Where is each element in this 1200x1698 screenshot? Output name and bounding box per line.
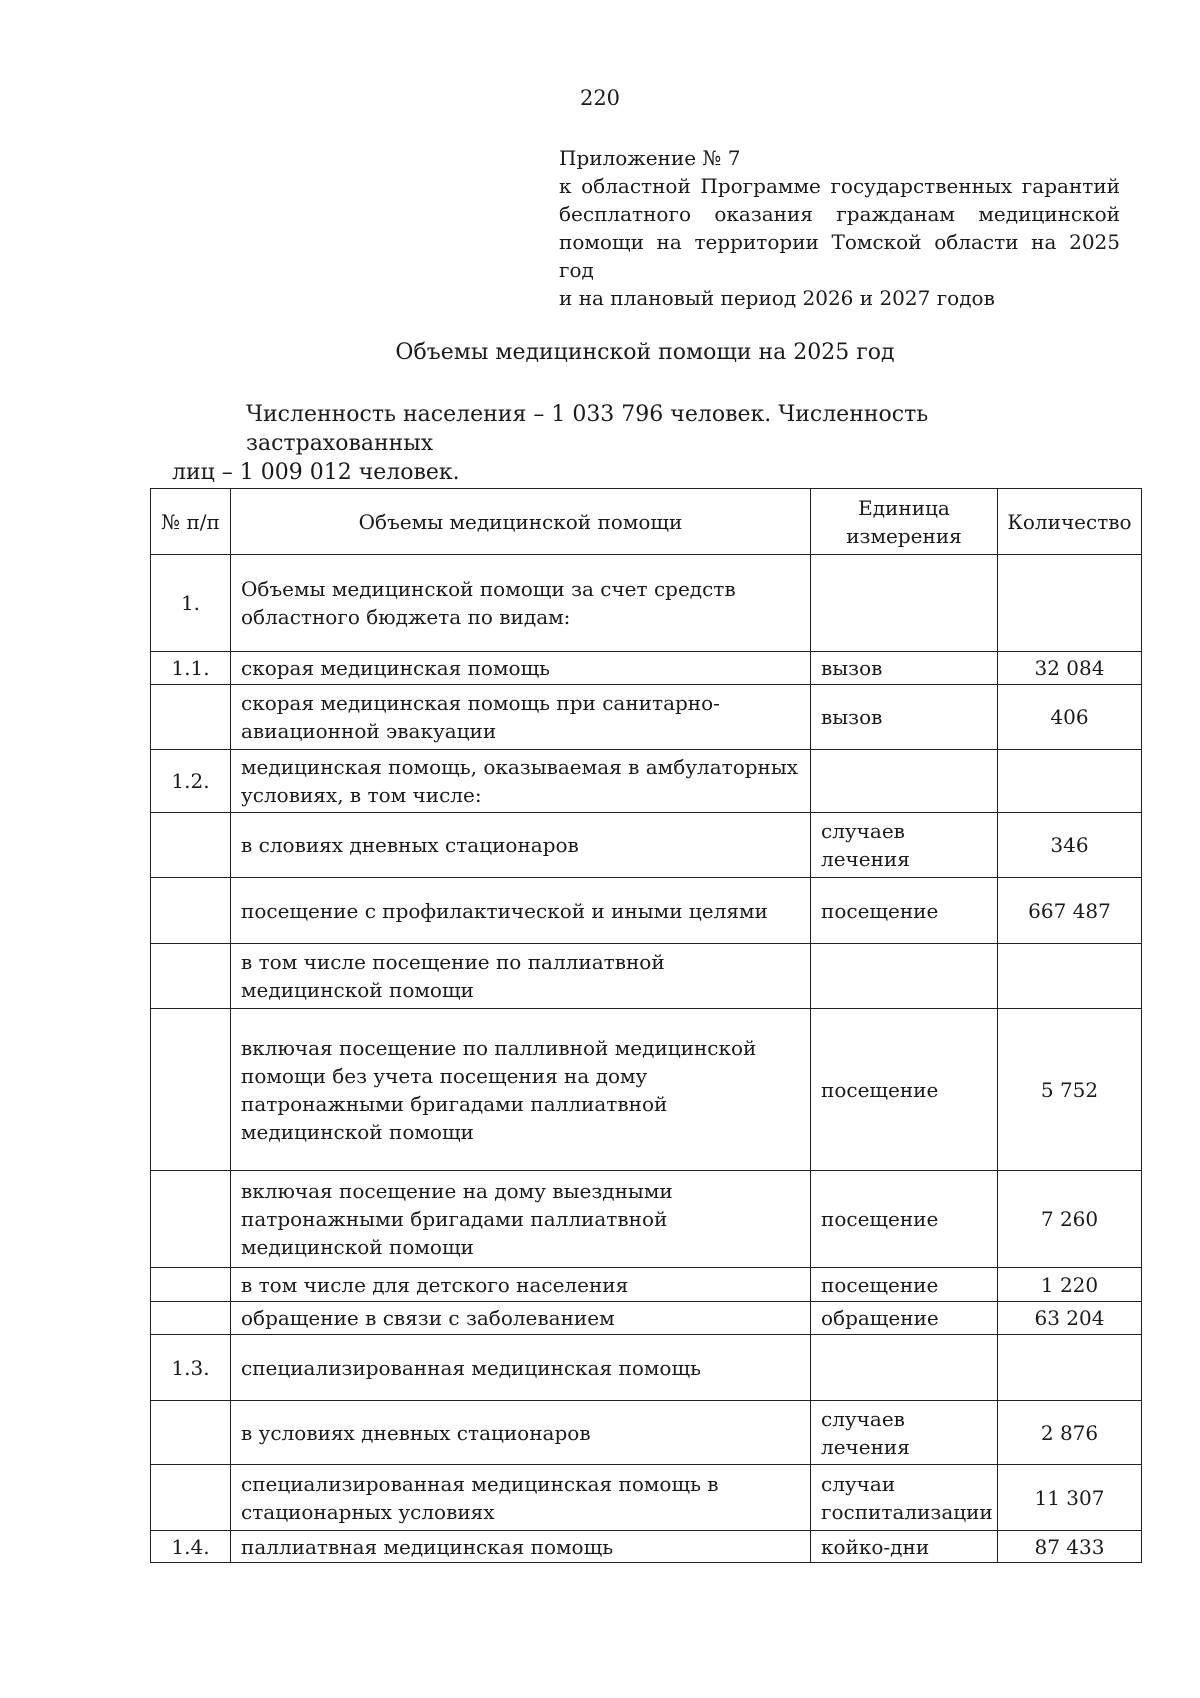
row-no bbox=[151, 1009, 231, 1171]
row-qty: 87 433 bbox=[998, 1531, 1142, 1563]
appendix-line-4: помощи на территории Томской области на 2025 год bbox=[559, 230, 1120, 282]
row-name: скорая медицинская помощь bbox=[231, 652, 811, 685]
row-unit: обращение bbox=[811, 1302, 998, 1335]
row-unit bbox=[811, 750, 998, 813]
row-no bbox=[151, 944, 231, 1009]
header-quantity: Количество bbox=[998, 489, 1142, 555]
row-unit: вызов bbox=[811, 652, 998, 685]
row-name: в том числе для детского населения bbox=[231, 1268, 811, 1302]
row-name: медицинская помощь, оказываемая в амбулаторных условиях, в том числе: bbox=[231, 750, 811, 813]
row-qty: 7 260 bbox=[998, 1171, 1142, 1268]
appendix-line-5: и на плановый период 2026 и 2027 годов bbox=[559, 286, 995, 310]
row-unit: посещение bbox=[811, 1268, 998, 1302]
row-qty: 1 220 bbox=[998, 1268, 1142, 1302]
table-row bbox=[151, 1268, 1142, 1302]
row-name: специализированная медицинская помощь bbox=[231, 1335, 811, 1401]
row-qty bbox=[998, 1335, 1142, 1401]
row-qty: 11 307 bbox=[998, 1465, 1142, 1531]
row-unit bbox=[811, 944, 998, 1009]
table-row bbox=[151, 685, 1142, 750]
row-unit: посещение bbox=[811, 1009, 998, 1171]
row-unit: койко-дни bbox=[811, 1531, 998, 1563]
row-unit: случаев лечения bbox=[811, 1401, 998, 1465]
row-no: 1. bbox=[151, 555, 231, 652]
table-row bbox=[151, 1401, 1142, 1465]
table-row bbox=[151, 813, 1142, 878]
row-qty: 667 487 bbox=[998, 878, 1142, 944]
row-qty: 346 bbox=[998, 813, 1142, 878]
row-no bbox=[151, 813, 231, 878]
row-qty bbox=[998, 944, 1142, 1009]
table-row bbox=[151, 1335, 1142, 1401]
table-row bbox=[151, 878, 1142, 944]
row-qty bbox=[998, 555, 1142, 652]
table-row bbox=[151, 1531, 1142, 1563]
table-header-row bbox=[151, 489, 1142, 555]
page-number: 220 bbox=[579, 86, 621, 110]
row-name: включая посещение на дому выездными патронажными бригадами паллиатвной медицинской помощи bbox=[231, 1171, 811, 1268]
row-qty bbox=[998, 750, 1142, 813]
row-unit: посещение bbox=[811, 1171, 998, 1268]
row-no bbox=[151, 685, 231, 750]
table-row bbox=[151, 652, 1142, 685]
header-no: № п/п bbox=[151, 489, 231, 555]
population-line-2: лиц – 1 009 012 человек. bbox=[172, 460, 460, 485]
row-qty: 5 752 bbox=[998, 1009, 1142, 1171]
appendix-line-2: к областной Программе государственных гарантий bbox=[559, 174, 1120, 198]
row-no bbox=[151, 878, 231, 944]
row-name: обращение в связи с заболеванием bbox=[231, 1302, 811, 1335]
table-row bbox=[151, 1171, 1142, 1268]
row-no bbox=[151, 1268, 231, 1302]
header-volumes: Объемы медицинской помощи bbox=[231, 489, 811, 555]
table-row bbox=[151, 1302, 1142, 1335]
header-unit: Единица измерения bbox=[811, 489, 998, 555]
row-unit bbox=[811, 555, 998, 652]
row-no: 1.1. bbox=[151, 652, 231, 685]
row-unit: случаи госпитализации bbox=[811, 1465, 998, 1531]
row-name: в словиях дневных стационаров bbox=[231, 813, 811, 878]
row-no bbox=[151, 1465, 231, 1531]
row-no bbox=[151, 1171, 231, 1268]
document-title: Объемы медицинской помощи на 2025 год bbox=[395, 340, 895, 365]
row-name: посещение с профилактической и иными целями bbox=[231, 878, 811, 944]
appendix-line-3: бесплатного оказания гражданам медицинской bbox=[559, 202, 1120, 226]
appendix-note bbox=[559, 144, 1120, 312]
row-qty: 63 204 bbox=[998, 1302, 1142, 1335]
appendix-line-1: Приложение № 7 bbox=[559, 146, 741, 170]
row-name: специализированная медицинская помощь в стационарных условиях bbox=[231, 1465, 811, 1531]
row-unit: посещение bbox=[811, 878, 998, 944]
row-unit bbox=[811, 1335, 998, 1401]
population-line-1: Численность населения – 1 033 796 человек. Численность застрахованных bbox=[246, 402, 929, 456]
table-row bbox=[151, 1465, 1142, 1531]
row-no bbox=[151, 1401, 231, 1465]
row-qty: 2 876 bbox=[998, 1401, 1142, 1465]
table-row bbox=[151, 750, 1142, 813]
row-no: 1.3. bbox=[151, 1335, 231, 1401]
row-no: 1.2. bbox=[151, 750, 231, 813]
table-row bbox=[151, 1009, 1142, 1171]
row-unit: случаев лечения bbox=[811, 813, 998, 878]
row-qty: 406 bbox=[998, 685, 1142, 750]
row-unit: вызов bbox=[811, 685, 998, 750]
row-name: Объемы медицинской помощи за счет средств областного бюджета по видам: bbox=[231, 555, 811, 652]
row-no bbox=[151, 1302, 231, 1335]
row-name: скорая медицинская помощь при санитарно-авиационной эвакуации bbox=[231, 685, 811, 750]
row-name: паллиатвная медицинская помощь bbox=[231, 1531, 811, 1563]
row-name: в том числе посещение по паллиатвной медицинской помощи bbox=[231, 944, 811, 1009]
population-paragraph bbox=[172, 400, 1092, 487]
row-qty: 32 084 bbox=[998, 652, 1142, 685]
volumes-table bbox=[150, 488, 1142, 1563]
row-no: 1.4. bbox=[151, 1531, 231, 1563]
row-name: включая посещение по палливной медицинской помощи без учета посещения на дому патронажными бригадами паллиатвной медицинской помощи bbox=[231, 1009, 811, 1171]
row-name: в условиях дневных стационаров bbox=[231, 1401, 811, 1465]
table-row bbox=[151, 555, 1142, 652]
table-row bbox=[151, 944, 1142, 1009]
